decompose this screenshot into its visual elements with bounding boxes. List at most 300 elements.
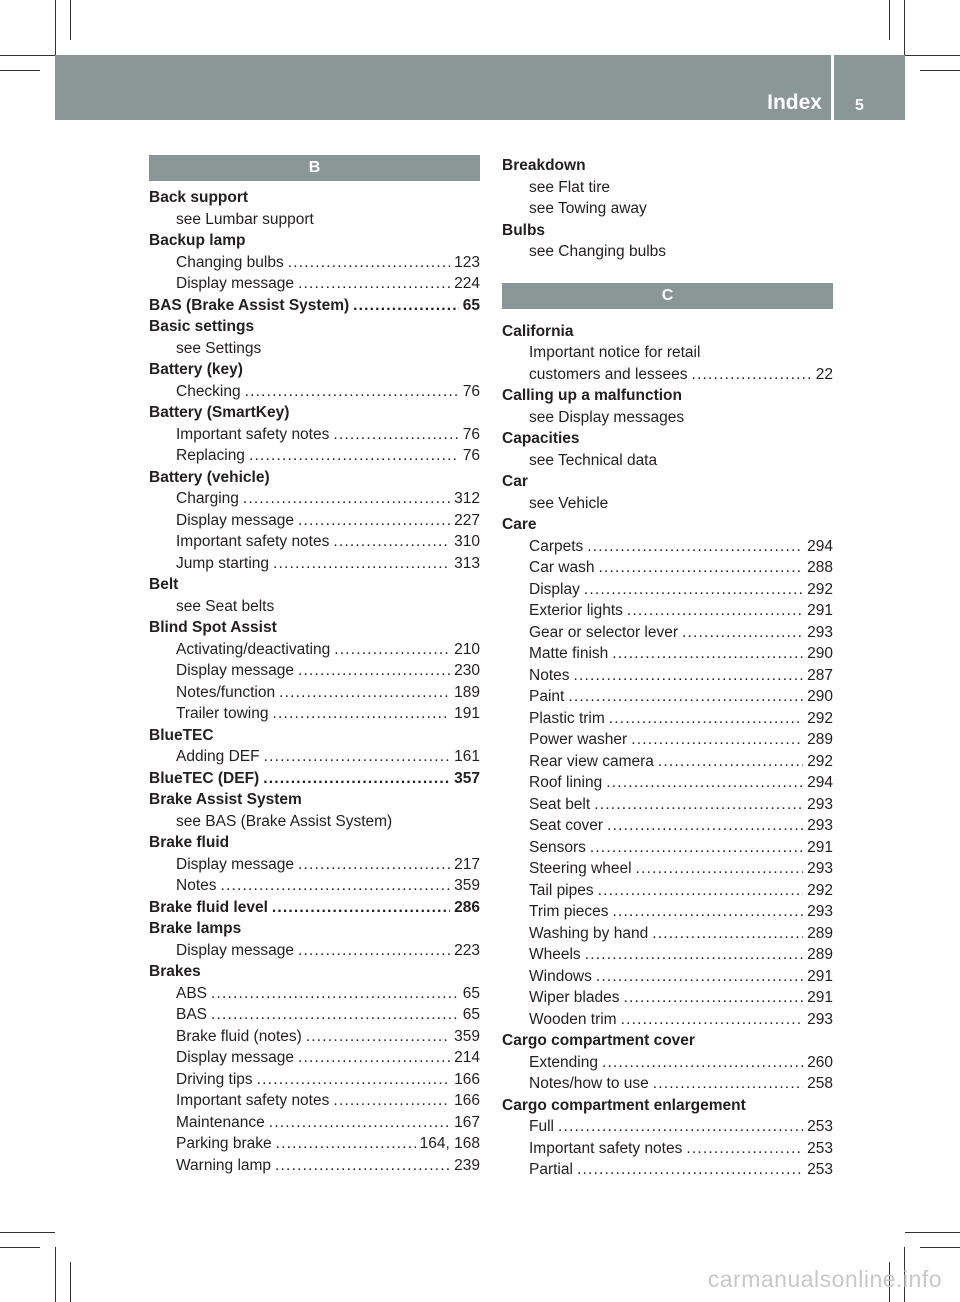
dot-leader	[574, 665, 804, 687]
index-subentry	[502, 880, 833, 902]
index-heading	[149, 295, 480, 317]
index-heading	[149, 617, 480, 639]
entry-text: Carpets	[529, 537, 584, 555]
watermark: carmanualsonline.info	[707, 1266, 942, 1292]
dot-leader	[333, 531, 450, 553]
dot-leader	[243, 488, 450, 510]
index-heading	[149, 316, 480, 338]
dot-leader	[333, 424, 458, 446]
index-subentry	[149, 424, 480, 446]
index-subentry	[149, 854, 480, 876]
dot-leader	[264, 746, 451, 768]
entry-text: Matte finish	[529, 645, 609, 662]
index-subentry	[149, 682, 480, 704]
index-heading	[502, 155, 833, 177]
index-heading	[149, 918, 480, 940]
entry-text: Brake fluid	[149, 834, 230, 851]
entry-text: Replacing	[176, 447, 245, 464]
entry-text: Wooden trim	[529, 1010, 617, 1028]
dot-leader	[568, 686, 803, 708]
entry-text: see Display messages	[529, 408, 685, 426]
dot-leader	[298, 273, 450, 295]
index-subentry	[502, 751, 833, 773]
dot-leader	[279, 682, 450, 704]
index-subentry	[149, 1047, 480, 1069]
page-reference: 253	[807, 1118, 833, 1135]
dot-leader	[587, 536, 803, 558]
dot-leader	[606, 772, 803, 794]
entry-text: BAS (Brake Assist System)	[149, 296, 350, 314]
dot-leader	[272, 703, 450, 725]
page-reference: 161	[454, 748, 480, 765]
entry-text: Important notice for retail	[529, 344, 701, 361]
dot-leader	[612, 643, 803, 665]
index-subentry	[149, 488, 480, 510]
index-subentry	[502, 837, 833, 859]
entry-text: Parking brake	[176, 1135, 272, 1152]
index-subentry	[149, 553, 480, 575]
index-heading	[502, 1030, 833, 1052]
index-subentry	[149, 1155, 480, 1177]
page-reference: 359	[454, 1027, 480, 1045]
page-reference: 293	[807, 623, 833, 641]
index-heading	[502, 471, 833, 493]
page-reference: 292	[807, 752, 833, 770]
index-subentry	[149, 1090, 480, 1112]
crop-mark	[0, 55, 55, 56]
index-heading	[149, 789, 480, 811]
entry-text: Display message	[176, 941, 295, 959]
crop-mark	[70, 1262, 71, 1302]
index-subentry	[502, 966, 833, 988]
index-heading	[502, 385, 833, 407]
index-subentry	[502, 708, 833, 730]
entry-text: Bulbs	[502, 221, 546, 239]
entry-text: Cargo compartment cover	[502, 1032, 695, 1049]
index-subentry	[502, 1159, 833, 1181]
page-reference: 214	[454, 1049, 480, 1066]
crop-mark	[905, 1232, 960, 1233]
dot-leader	[609, 708, 803, 730]
index-subentry	[502, 686, 833, 708]
entry-text: Breakdown	[502, 157, 586, 174]
index-subentry	[149, 660, 480, 682]
dot-leader	[211, 1004, 459, 1026]
index-subentry	[502, 858, 833, 880]
entry-text: Display message	[176, 511, 295, 529]
index-heading	[149, 402, 480, 424]
index-subentry	[502, 729, 833, 751]
dot-leader	[558, 1116, 803, 1138]
index-subentry	[149, 596, 480, 618]
index-subentry	[502, 987, 833, 1009]
entry-text: see Technical data	[529, 451, 658, 469]
dot-leader	[276, 1133, 416, 1155]
entry-text: Wiper blades	[529, 989, 620, 1006]
index-subentry	[502, 1138, 833, 1160]
page-reference: 65	[462, 296, 480, 314]
entry-text: California	[502, 322, 574, 340]
page-title: Index	[767, 91, 822, 114]
index-subentry	[149, 510, 480, 532]
index-heading	[502, 514, 833, 536]
dot-leader	[333, 1090, 450, 1112]
dot-leader	[623, 987, 803, 1009]
entry-text: Notes/how to use	[529, 1075, 649, 1092]
dot-leader	[273, 553, 450, 575]
entry-text: Driving tips	[176, 1070, 253, 1088]
entry-text: Brake lamps	[149, 920, 242, 937]
page-reference: 290	[807, 688, 833, 705]
index-subentry	[149, 875, 480, 897]
index-heading	[149, 897, 480, 919]
crop-mark	[889, 0, 890, 40]
page-reference: 294	[807, 537, 833, 555]
entry-text: Maintenance	[176, 1113, 265, 1131]
index-subentry	[502, 364, 833, 386]
entry-text: Checking	[176, 382, 241, 400]
entry-text: Sensors	[529, 838, 586, 856]
page-reference: 166	[454, 1070, 480, 1088]
index-column-right	[502, 155, 833, 1181]
entry-text: Brake fluid level	[149, 898, 268, 916]
dot-leader	[298, 660, 450, 682]
page-reference: 65	[462, 984, 480, 1002]
page-number: 5	[855, 97, 864, 114]
entry-text: Steering wheel	[529, 860, 632, 877]
page-reference: 76	[462, 382, 480, 400]
index-subentry	[502, 579, 833, 601]
index-subentry	[502, 1116, 833, 1138]
page-reference: 289	[807, 946, 833, 963]
entry-text: Jump starting	[176, 554, 270, 572]
index-subentry	[502, 665, 833, 687]
index-subentry	[502, 923, 833, 945]
crop-mark	[0, 1232, 55, 1233]
entry-text: Exterior lights	[529, 602, 623, 619]
entry-text: Seat belt	[529, 795, 591, 813]
entry-text: Car wash	[529, 559, 595, 576]
section-header-b: B	[149, 155, 480, 181]
page-reference: 293	[807, 1010, 833, 1028]
crop-mark	[904, 0, 905, 55]
index-subentry	[502, 177, 833, 199]
page-reference: 288	[807, 559, 833, 576]
entry-text: Car	[502, 473, 528, 490]
dot-leader	[598, 880, 804, 902]
dot-leader	[272, 897, 450, 919]
page-reference: 293	[807, 817, 833, 834]
index-subentry	[502, 342, 833, 364]
dot-leader	[621, 1009, 804, 1031]
entry-text: Display message	[176, 662, 295, 679]
entry-text: see Changing bulbs	[529, 243, 667, 260]
page-reference: 166	[454, 1092, 480, 1109]
page-reference: 286	[454, 898, 480, 916]
index-subentry	[149, 338, 480, 360]
crop-mark	[920, 1247, 960, 1248]
entry-text: Notes	[176, 877, 217, 894]
page-reference: 292	[807, 881, 833, 899]
entry-text: Gear or selector lever	[529, 623, 679, 641]
index-subentry	[149, 639, 480, 661]
dot-leader	[686, 1138, 803, 1160]
index-subentry	[502, 901, 833, 923]
crop-mark	[0, 70, 40, 71]
entry-text: Plastic trim	[529, 709, 605, 727]
crop-mark	[55, 0, 56, 55]
index-subentry	[502, 944, 833, 966]
entry-text: Trim pieces	[529, 903, 609, 920]
index-subentry	[502, 198, 833, 220]
index-subentry	[149, 381, 480, 403]
dot-leader	[596, 966, 803, 988]
page-reference: 292	[807, 709, 833, 727]
page-reference: 290	[807, 645, 833, 662]
dot-leader	[653, 1073, 803, 1095]
dot-leader	[682, 622, 803, 644]
index-subentry	[149, 1133, 480, 1155]
entry-text: see Flat tire	[529, 178, 610, 196]
entry-text: Partial	[529, 1161, 573, 1178]
index-subentry	[149, 1004, 480, 1026]
page-reference: 293	[807, 860, 833, 877]
entry-text: BAS	[176, 1006, 208, 1023]
index-subentry	[149, 1112, 480, 1134]
entry-text: Display message	[176, 855, 295, 873]
page-reference: 260	[807, 1053, 833, 1071]
dot-leader	[275, 1155, 450, 1177]
entry-text: BlueTEC (DEF)	[149, 769, 260, 787]
page-reference: 65	[462, 1006, 480, 1023]
entry-text: see Vehicle	[529, 494, 609, 512]
entry-text: Extending	[529, 1053, 598, 1071]
entry-text: ABS	[176, 984, 208, 1002]
page-reference: 227	[454, 511, 480, 529]
entry-text: Full	[529, 1118, 554, 1135]
page-reference: 289	[807, 731, 833, 748]
entry-text: Wheels	[529, 946, 581, 963]
index-subentry	[502, 794, 833, 816]
crop-mark	[0, 1247, 40, 1248]
entry-text: Seat cover	[529, 817, 604, 834]
index-heading	[149, 725, 480, 747]
page-reference: 293	[807, 795, 833, 813]
dot-leader	[298, 940, 450, 962]
entry-text: Notes	[529, 666, 570, 684]
page-reference: 357	[454, 769, 480, 787]
page-reference: 291	[807, 838, 833, 856]
entry-text: Washing by hand	[529, 924, 649, 942]
dot-leader	[263, 768, 450, 790]
index-heading	[149, 961, 480, 983]
index-heading	[502, 220, 833, 242]
dot-leader	[298, 1047, 450, 1069]
index-heading	[149, 359, 480, 381]
entry-text: Rear view camera	[529, 752, 654, 770]
entry-text: Back support	[149, 189, 249, 206]
index-subentry	[502, 622, 833, 644]
crop-mark	[905, 55, 960, 56]
index-heading	[149, 574, 480, 596]
page-reference: 239	[454, 1156, 480, 1174]
dot-leader	[602, 1052, 803, 1074]
index-subentry	[149, 703, 480, 725]
page-reference: 210	[454, 640, 480, 658]
entry-text: Display message	[176, 275, 295, 292]
index-subentry	[149, 1026, 480, 1048]
page-reference: 291	[807, 602, 833, 619]
index-subentry	[502, 815, 833, 837]
section-header-c: C	[502, 283, 833, 309]
index-heading	[149, 467, 480, 489]
entry-text: Capacities	[502, 430, 580, 447]
entry-text: Charging	[176, 490, 239, 507]
entry-text: Paint	[529, 688, 565, 705]
entry-text: Basic settings	[149, 318, 255, 335]
index-subentry	[149, 531, 480, 553]
dot-leader	[584, 579, 803, 601]
index-subentry	[149, 1069, 480, 1091]
dot-leader	[658, 751, 803, 773]
index-subentry	[502, 1052, 833, 1074]
index-subentry	[502, 241, 833, 263]
index-subentry	[149, 940, 480, 962]
page-reference: 253	[807, 1139, 833, 1157]
index-subentry	[502, 407, 833, 429]
page-reference: 312	[454, 490, 480, 507]
entry-text: Important safety notes	[176, 533, 330, 550]
dot-leader	[692, 364, 812, 386]
page-reference: 230	[454, 662, 480, 679]
index-heading	[502, 1095, 833, 1117]
index-subentry	[149, 209, 480, 231]
index-column-left	[149, 155, 480, 1176]
index-subentry	[502, 643, 833, 665]
index-entries-right	[502, 321, 833, 1181]
dot-leader	[211, 983, 459, 1005]
entry-text: Adding DEF	[176, 748, 260, 765]
dot-leader	[594, 794, 803, 816]
entry-text: Changing bulbs	[176, 253, 284, 271]
dot-leader	[298, 854, 450, 876]
page-reference: 292	[807, 580, 833, 598]
dot-leader	[631, 729, 803, 751]
entry-text: Roof lining	[529, 774, 603, 791]
page-reference: 313	[454, 554, 480, 572]
page-reference: 189	[454, 683, 480, 701]
crop-mark	[920, 70, 960, 71]
dot-leader	[613, 901, 804, 923]
page-reference: 76	[462, 425, 480, 443]
entry-text: Notes/function	[176, 683, 276, 701]
dot-leader	[652, 923, 803, 945]
index-subentry	[149, 746, 480, 768]
page-reference: 167	[454, 1113, 480, 1131]
page-reference: 310	[454, 533, 480, 550]
page-reference: 253	[807, 1161, 833, 1178]
entry-text: Battery (vehicle)	[149, 468, 270, 486]
page-reference: 191	[454, 705, 480, 722]
entry-text: Backup lamp	[149, 232, 246, 249]
index-heading	[149, 832, 480, 854]
entry-text: Windows	[529, 967, 592, 985]
index-subentry	[502, 1009, 833, 1031]
page-reference: 76	[462, 447, 480, 464]
index-subentry	[149, 983, 480, 1005]
dot-leader	[288, 252, 450, 274]
page-reference: 123	[454, 253, 480, 271]
index-subentry	[149, 811, 480, 833]
entry-text: BlueTEC	[149, 726, 214, 744]
entry-text: Warning lamp	[176, 1156, 272, 1174]
index-subentry	[502, 772, 833, 794]
entry-text: see BAS (Brake Assist System)	[176, 812, 393, 830]
dot-leader	[607, 815, 803, 837]
entry-text: Brake Assist System	[149, 791, 302, 808]
dot-leader	[245, 381, 459, 403]
page-reference: 164, 168	[419, 1135, 480, 1152]
entry-text: Care	[502, 516, 537, 533]
entry-text: see Lumbar support	[176, 210, 314, 228]
index-entries-right-continued	[502, 155, 833, 263]
entry-text: Battery (SmartKey)	[149, 404, 290, 421]
index-subentry	[502, 450, 833, 472]
entry-text: Brakes	[149, 963, 201, 980]
dot-leader	[269, 1112, 450, 1134]
dot-leader	[627, 600, 803, 622]
page-reference: 258	[807, 1075, 833, 1092]
entry-text: Tail pipes	[529, 881, 594, 899]
page-reference: 217	[454, 855, 480, 873]
index-subentry	[149, 445, 480, 467]
entry-text: Blind Spot Assist	[149, 619, 277, 636]
index-subentry	[502, 493, 833, 515]
index-entries-left	[149, 187, 480, 1176]
dot-leader	[306, 1026, 450, 1048]
entry-text: customers and lessees	[529, 365, 688, 383]
entry-text: see Towing away	[529, 200, 647, 217]
crop-mark	[70, 0, 71, 40]
dot-leader	[577, 1159, 803, 1181]
entry-text: Trailer towing	[176, 705, 269, 722]
dot-leader	[257, 1069, 450, 1091]
entry-text: Display	[529, 580, 580, 598]
index-subentry	[149, 273, 480, 295]
index-heading	[149, 768, 480, 790]
entry-text: Display message	[176, 1049, 295, 1066]
entry-text: Important safety notes	[529, 1139, 683, 1157]
entry-text: Activating/deactivating	[176, 640, 331, 658]
page-reference: 293	[807, 903, 833, 920]
entry-text: Brake fluid (notes)	[176, 1027, 302, 1045]
entry-text: Power washer	[529, 731, 628, 748]
entry-text: Battery (key)	[149, 361, 243, 378]
page-reference: 294	[807, 774, 833, 791]
crop-mark	[55, 1247, 56, 1302]
page-reference: 289	[807, 924, 833, 942]
dot-leader	[298, 510, 450, 532]
page-reference: 287	[807, 666, 833, 684]
index-subentry	[502, 600, 833, 622]
page-reference: 291	[807, 967, 833, 985]
entry-text: see Settings	[176, 339, 262, 357]
index-heading	[502, 428, 833, 450]
page-reference: 223	[454, 941, 480, 959]
index-heading	[149, 230, 480, 252]
dot-leader	[598, 557, 803, 579]
dot-leader	[353, 295, 459, 317]
